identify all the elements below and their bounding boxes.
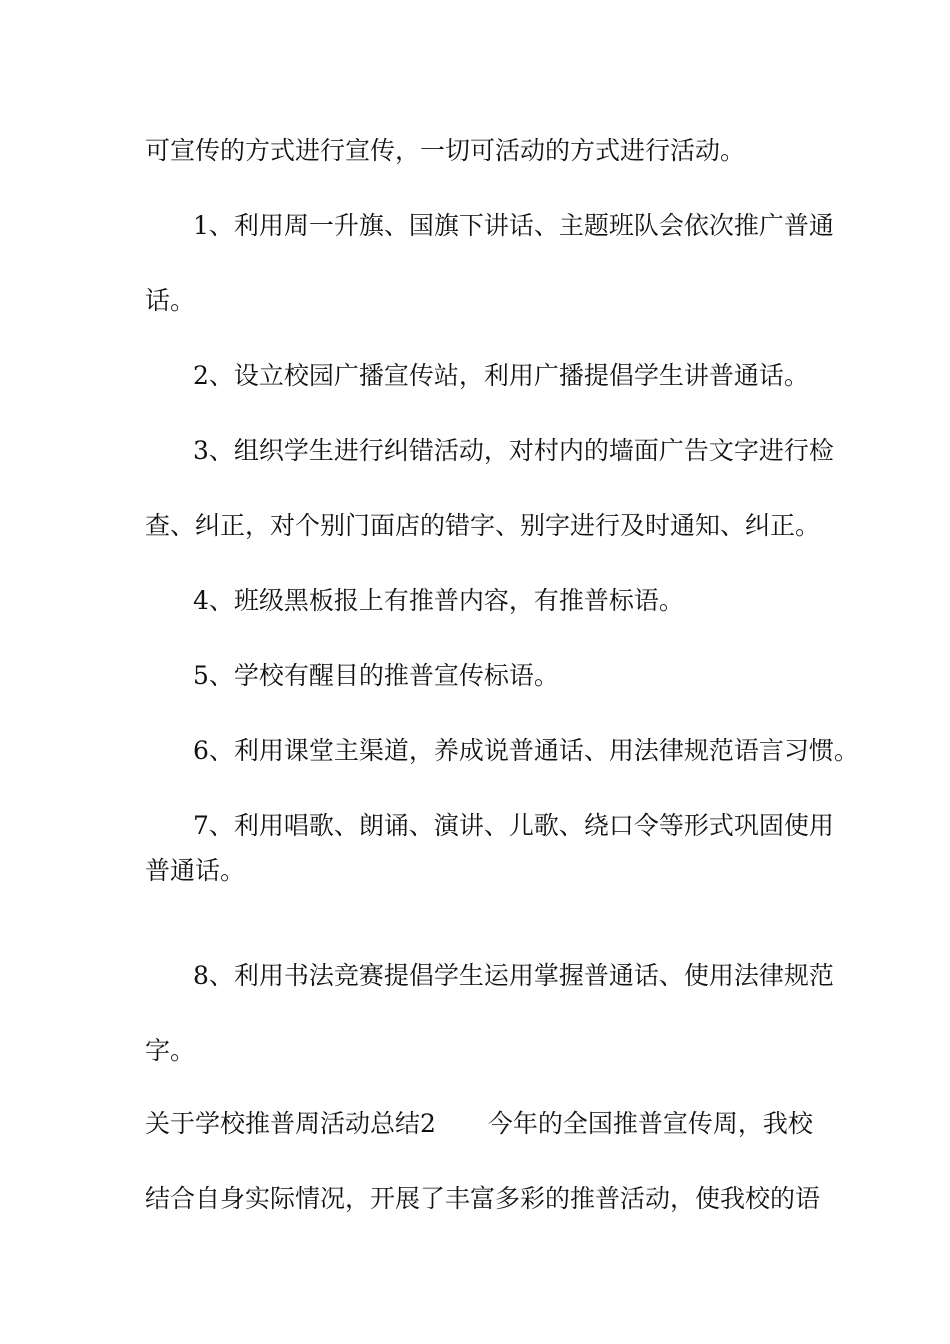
list-item-3: 3、组织学生进行纠错活动，对村内的墙面广告文字进行检	[193, 436, 834, 465]
paragraph-line: 话。	[145, 286, 196, 315]
section-heading-line	[145, 1106, 825, 1142]
paragraph-line: 查、纠正，对个别门面店的错字、别字进行及时通知、纠正。	[145, 511, 821, 540]
list-item-2: 2、设立校园广播宣传站，利用广播提倡学生讲普通话。	[193, 361, 809, 390]
list-item-5: 5、学校有醒目的推普宣传标语。	[193, 661, 559, 690]
paragraph-line: 结合自身实际情况，开展了丰富多彩的推普活动，使我校的语	[145, 1184, 821, 1213]
paragraph-line: 普通话。	[145, 856, 246, 885]
paragraph-line: 字。	[145, 1036, 196, 1065]
section-text: 今年的全国推普宣传周，我校	[487, 1109, 813, 1138]
section-title: 关于学校推普周活动总结2	[145, 1109, 436, 1138]
paragraph-line: 可宣传的方式进行宣传，一切可活动的方式进行活动。	[145, 136, 746, 165]
list-item-4: 4、班级黑板报上有推普内容，有推普标语。	[193, 586, 684, 615]
list-item-8: 8、利用书法竞赛提倡学生运用掌握普通话、使用法律规范	[193, 961, 834, 990]
list-item-6: 6、利用课堂主渠道，养成说普通话、用法律规范语言习惯。	[193, 736, 859, 765]
list-item-7: 7、利用唱歌、朗诵、演讲、儿歌、绕口令等形式巩固使用	[193, 811, 834, 840]
list-item-1: 1、利用周一升旗、国旗下讲话、主题班队会依次推广普通	[193, 211, 834, 240]
